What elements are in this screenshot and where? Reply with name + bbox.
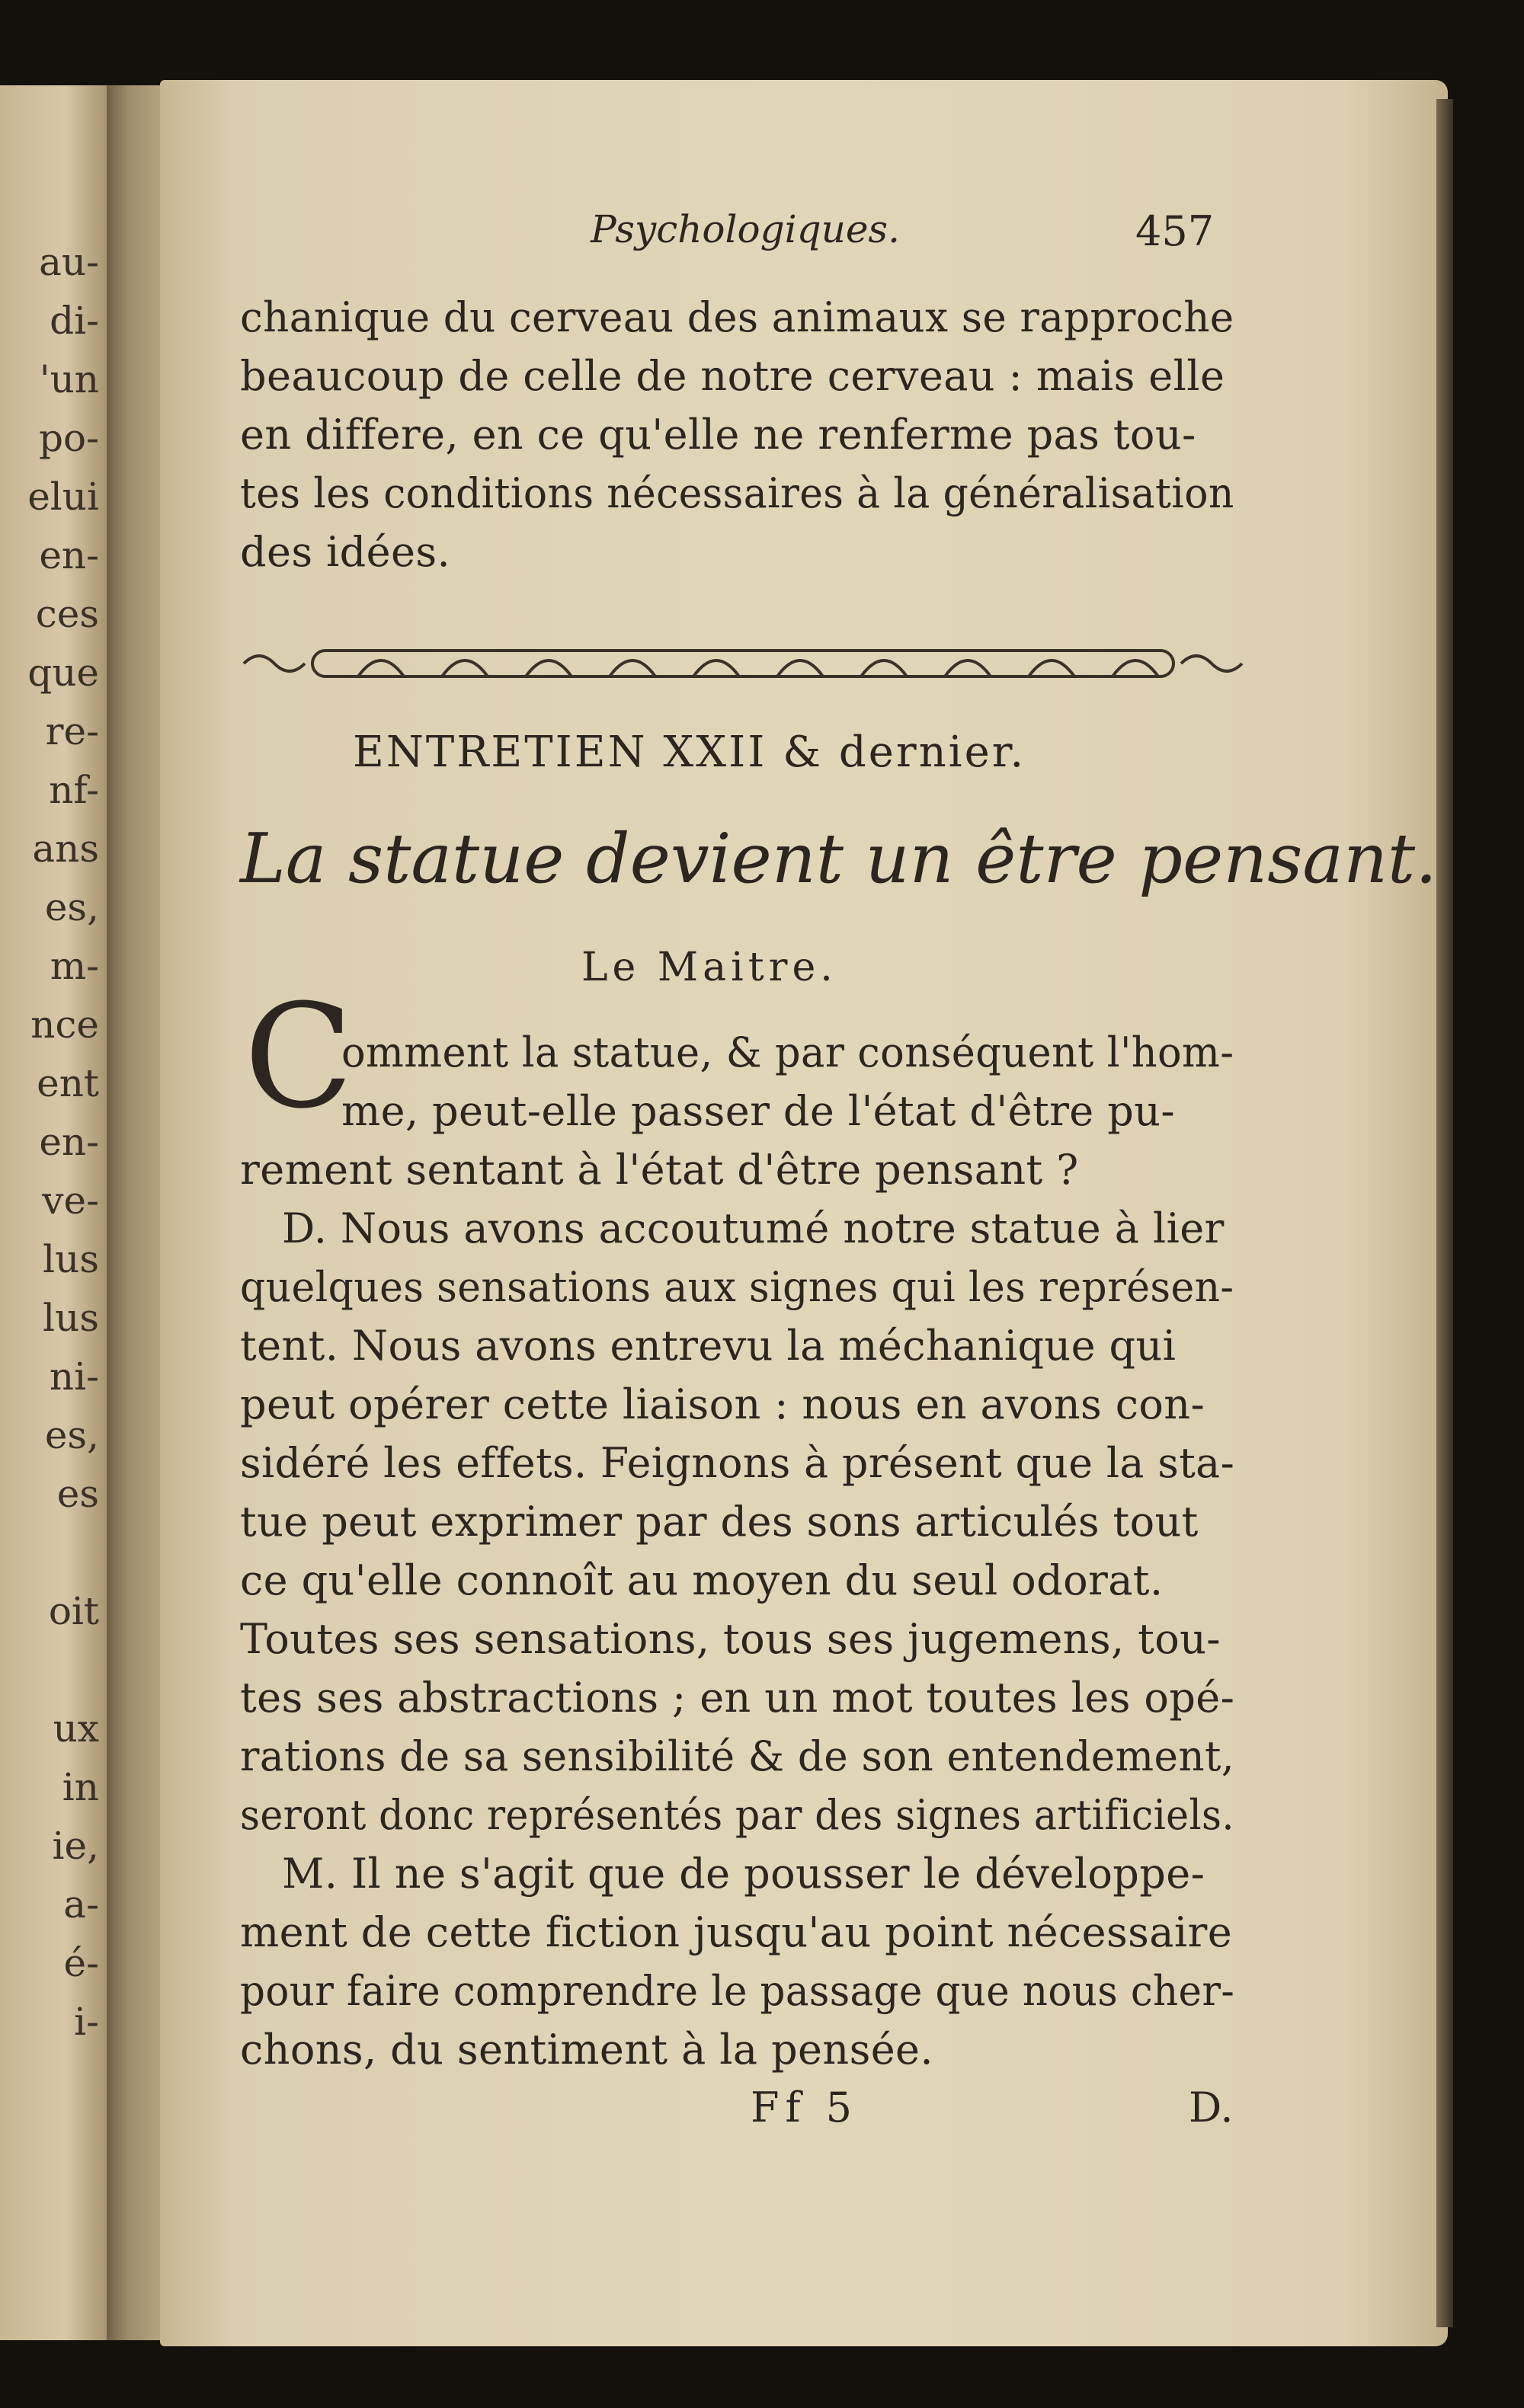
facing-page-fragment: ve- — [42, 1178, 99, 1223]
facing-page-fragment: a- — [63, 1882, 99, 1927]
facing-page-fragment: ans — [32, 827, 99, 871]
chapter-subtitle: La statue devient un être pensant. — [240, 819, 1437, 899]
facing-page-fragment: ni- — [49, 1354, 99, 1399]
body-line: en differe, en ce qu'elle ne renferme pas tou- — [240, 411, 1196, 459]
facing-page-fragment: au- — [39, 240, 99, 284]
facing-page-fragment: nf- — [49, 768, 99, 812]
facing-page-fragment: ux — [53, 1706, 99, 1751]
body-line: pour faire comprendre le passage que nous cher- — [240, 1967, 1235, 2015]
facing-page-fragment: elui — [27, 475, 99, 519]
facing-page-fragment: é- — [63, 1941, 99, 1985]
body-line: me, peut-elle passer de l'état d'être pu- — [341, 1087, 1176, 1135]
facing-page-fragment: lus — [43, 1296, 99, 1340]
chapter-heading: ENTRETIEN XXII & dernier. — [353, 728, 1026, 777]
body-line: peut opérer cette liaison : nous en avons con- — [240, 1380, 1205, 1428]
body-line: tes ses abstractions ; en un mot toutes les opé- — [240, 1674, 1235, 1722]
catchword: D. — [1189, 2083, 1234, 2131]
facing-page-fragment: es — [56, 1472, 99, 1516]
body-line: seront donc représentés par des signes artificiels. — [240, 1791, 1234, 1839]
facing-page-fragment: in — [62, 1765, 99, 1809]
body-line: chons, du sentiment à la pensée. — [240, 2026, 933, 2074]
body-line: des idées. — [240, 528, 451, 576]
running-head: Psychologiques. — [591, 207, 900, 251]
book-gutter — [107, 85, 168, 2340]
body-line: quelques sensations aux signes qui les représen- — [240, 1263, 1234, 1311]
facing-page-fragment: di- — [50, 299, 99, 343]
body-line: Toutes ses sensations, tous ses jugemens, tou- — [240, 1615, 1221, 1663]
body-line: beaucoup de celle de notre cerveau : mais elle — [240, 352, 1225, 400]
body-line: tes les conditions nécessaires à la généralisation — [240, 469, 1234, 517]
page-edge-shadow — [1436, 99, 1453, 2327]
body-line: omment la statue, & par conséquent l'hom- — [341, 1028, 1234, 1076]
page-number: 457 — [1135, 207, 1215, 255]
body-line: rations de sa sensibilité & de son entendement, — [240, 1732, 1235, 1780]
body-line: ce qu'elle connoît au moyen du seul odorat. — [240, 1556, 1164, 1604]
body-line: M. Il ne s'agit que de pousser le développe- — [282, 1850, 1205, 1898]
facing-page-fragment: en- — [39, 1120, 99, 1164]
facing-page-fragment: oit — [48, 1589, 99, 1633]
facing-page-fragment: m- — [50, 944, 99, 988]
facing-page-fragment: es, — [44, 885, 99, 929]
body-line: ment de cette fiction jusqu'au point nécessaire — [240, 1908, 1233, 1956]
facing-page-fragment: po- — [38, 416, 99, 460]
facing-page — [0, 85, 107, 2340]
signature-mark: Ff 5 — [751, 2083, 858, 2131]
decorative-ornament-band — [236, 637, 1250, 690]
facing-page-fragment: nce — [30, 1003, 99, 1047]
body-line: tent. Nous avons entrevu la méchanique qui — [240, 1322, 1177, 1370]
facing-page-fragment: re- — [45, 709, 99, 753]
facing-page-fragment: 'un — [39, 357, 99, 401]
drop-cap: C — [244, 974, 354, 1140]
facing-page-fragment: lus — [43, 1237, 99, 1281]
facing-page-fragment: ie, — [52, 1824, 99, 1868]
body-line: tue peut exprimer par des sons articulés tout — [240, 1498, 1199, 1546]
facing-page-fragment: en- — [39, 533, 99, 577]
facing-page-fragment: ces — [35, 592, 99, 636]
facing-page-fragment: i- — [74, 2000, 99, 2044]
speaker-label: Le Maitre. — [581, 945, 837, 990]
body-line: D. Nous avons accoutumé notre statue à lier — [282, 1204, 1225, 1252]
body-line: chanique du cerveau des animaux se rapproche — [240, 293, 1234, 341]
body-line: sidéré les effets. Feignons à présent que la sta- — [240, 1439, 1235, 1487]
facing-page-fragment: ent — [37, 1061, 99, 1105]
facing-page-fragment: que — [27, 651, 99, 695]
body-line: rement sentant à l'état d'être pensant ? — [240, 1146, 1079, 1194]
facing-page-fragment: es, — [44, 1413, 99, 1457]
